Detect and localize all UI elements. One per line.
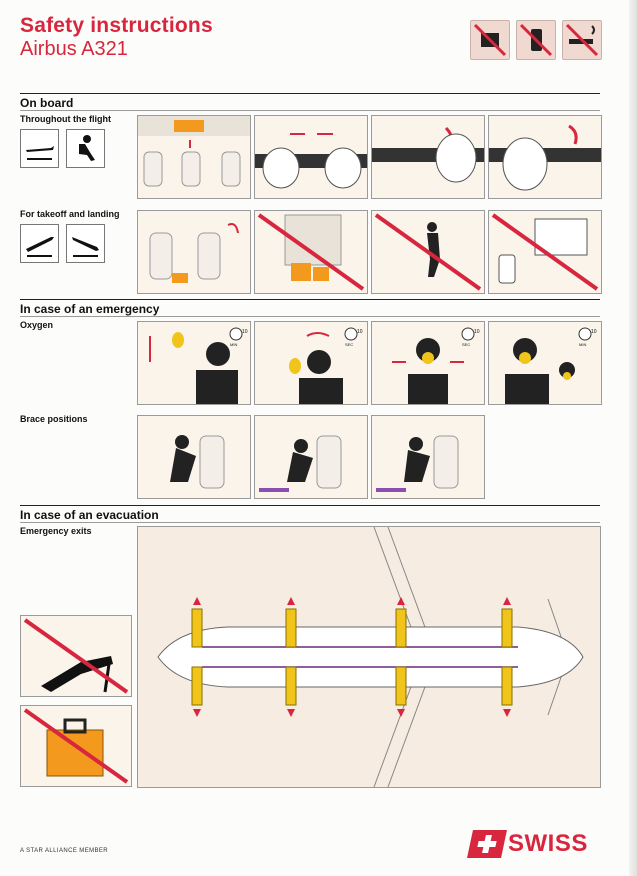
panel-no-baggage [20,705,132,787]
cruise-plane-icon [20,129,59,168]
panel-overhead-bin [137,115,251,199]
no-smoking-icon [562,20,602,60]
panel-brace-2 [254,415,368,499]
exit-diagram [137,526,601,788]
label-exits: Emergency exits [20,526,92,536]
panel-help-child [488,321,602,405]
section-title-evacuation: In case of an evacuation [20,508,159,522]
panel-no-electronics [488,210,602,294]
star-alliance-text: A STAR ALLIANCE MEMBER [20,848,109,854]
section-title-on-board: On board [20,96,74,110]
page-title: Safety instructions [20,14,213,37]
panel-oxygen-mask-drops [137,321,251,405]
prohibition-icons [470,20,602,60]
timer-ten-label: 10 [474,329,480,335]
panel-tighten-seatbelt [371,115,485,199]
label-throughout-flight: Throughout the flight [20,114,111,124]
seated-seatbelt-icon [66,129,105,168]
timer-ten-label: 10 [591,329,597,335]
panel-pull-mask [254,321,368,405]
aircraft-subtitle: Airbus A321 [20,38,128,60]
swiss-logo [470,830,588,858]
panel-fasten-seatbelt [254,115,368,199]
panel-place-mask [371,321,485,405]
divider [20,110,600,111]
timer-ten-label: 10 [357,329,363,335]
timer-sec-label: SEC [345,342,354,347]
timer-min-label: MIN [579,342,587,347]
panel-no-luggage-exit [254,210,368,294]
swiss-cross-icon [467,830,507,858]
panel-no-walking-aisle [371,210,485,294]
section-evacuation [20,505,600,522]
timer-min-label: MIN [230,342,238,347]
section-on-board [20,93,600,110]
section-title-emergency: In case of an emergency [20,302,160,316]
panel-open-seatbelt [488,115,602,199]
panel-seat-upright [137,210,251,294]
no-electronics-icon [470,20,510,60]
divider [20,316,600,317]
timer-sec-label: SEC [462,342,471,347]
label-brace: Brace positions [20,414,88,424]
no-mobile-phone-icon [516,20,556,60]
label-takeoff-landing: For takeoff and landing [20,209,120,219]
takeoff-plane-icon [20,224,59,263]
section-emergency [20,299,600,316]
label-oxygen: Oxygen [20,320,54,330]
panel-brace-3 [371,415,485,499]
card-edge [629,0,637,876]
divider [20,522,600,523]
panel-no-high-heels [20,615,132,697]
landing-plane-icon [66,224,105,263]
timer-ten-label: 10 [242,329,248,335]
brand-name: SWISS [508,830,588,857]
panel-brace-1 [137,415,251,499]
